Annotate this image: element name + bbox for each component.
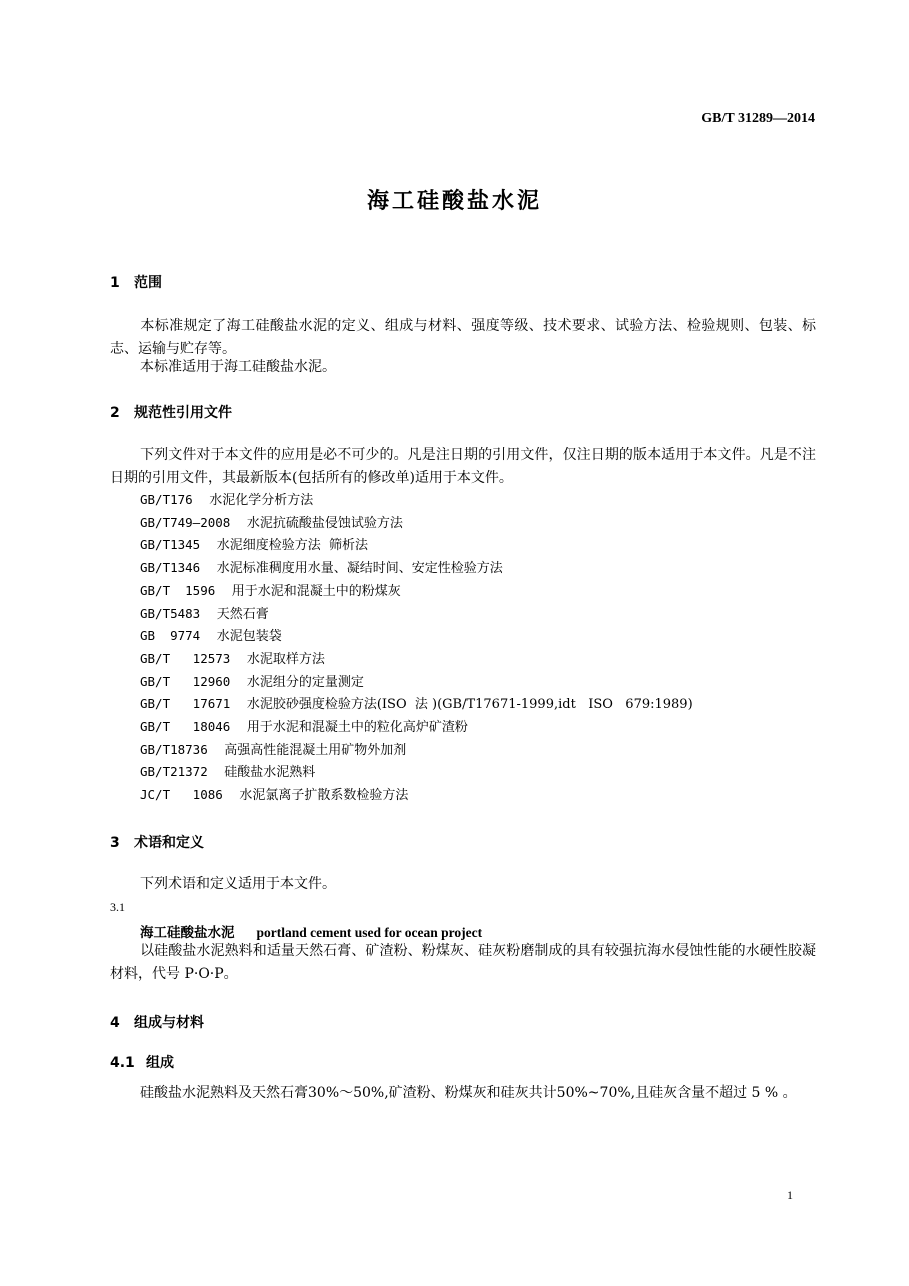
reference-title: 水泥细度检验方法 筛析法: [216, 538, 369, 554]
section-1-paragraph-2: [110, 356, 816, 379]
section-number: 2: [110, 405, 120, 421]
section-4-paragraph-1: [110, 1082, 816, 1105]
paragraph-text: 硅酸盐水泥熟料及天然石膏30%～50%,矿渣粉、粉煤灰和硅灰共计50%~70%,且硅灰含量不超过 5 % 。: [140, 1085, 797, 1101]
paragraph-text: 下列术语和定义适用于本文件。: [140, 876, 336, 892]
reference-code: GB 9774: [140, 628, 201, 644]
paragraph-text: 下列文件对于本文件的应用是必不可少的。凡是注日期的引用文件，仅注日期的版本适用于本文件。凡是不注日期的引用文件，其最新版本(包括所有的修改单)适用于本文件。: [110, 447, 816, 486]
subsection-number: 4.1: [110, 1055, 135, 1071]
paragraph-text: 本标准规定了海工硅酸盐水泥的定义、组成与材料、强度等级、技术要求、试验方法、检验规则、包装、标志、运输与贮存等。: [110, 318, 816, 357]
reference-title: 水泥包装袋: [216, 629, 282, 645]
page-number: 1: [787, 1188, 793, 1202]
reference-item: [140, 603, 269, 622]
reference-code: GB/T5483: [140, 605, 201, 621]
term-entry: [140, 921, 482, 941]
reference-title: 水泥胶砂强度检验方法(ISO 法 )(GB/T17671-1999,idt ISO 679:1989): [246, 697, 693, 713]
reference-item: [140, 693, 693, 712]
reference-title: 水泥氯离子扩散系数检验方法: [239, 788, 409, 804]
section-number: 4: [110, 1015, 120, 1031]
reference-code: GB/T 17671: [140, 696, 231, 712]
reference-code: GB/T 12960: [140, 673, 231, 689]
paragraph-text: 本标准适用于海工硅酸盐水泥。: [140, 359, 336, 375]
reference-item: [140, 512, 403, 531]
reference-code: GB/T 18046: [140, 719, 231, 734]
reference-title: 高强高性能混凝土用矿物外加剂: [224, 742, 407, 758]
reference-item: [140, 716, 468, 735]
reference-item: [140, 761, 315, 780]
section-title: 组成与材料: [134, 1015, 204, 1031]
reference-item: [140, 784, 408, 803]
reference-code: GB/T1346: [140, 560, 201, 576]
reference-item: [140, 557, 503, 576]
reference-item: [140, 739, 406, 758]
reference-item: [140, 534, 368, 553]
term-number: 3.1: [110, 900, 125, 914]
section-title: 范围: [134, 275, 162, 291]
reference-title: 水泥抗硫酸盐侵蚀试验方法: [246, 515, 403, 531]
section-3-heading: [110, 832, 204, 852]
section-2-paragraph-1: [110, 444, 816, 490]
reference-title: 水泥取样方法: [246, 651, 325, 667]
section-number: 3: [110, 835, 120, 851]
reference-code: JC/T 1086: [140, 787, 223, 803]
section-3-paragraph-1: [110, 873, 816, 896]
term-chinese: 海工硅酸盐水泥: [140, 925, 235, 941]
reference-item: [140, 648, 325, 667]
reference-item: [140, 625, 282, 644]
reference-code: GB/T18736: [140, 741, 208, 757]
reference-item: [140, 489, 313, 508]
section-title: 术语和定义: [134, 835, 204, 851]
reference-title: 水泥组分的定量测定: [246, 674, 364, 690]
section-number: 1: [110, 275, 120, 291]
reference-code: GB/T1345: [140, 537, 201, 553]
reference-code: GB/T749—2008: [140, 514, 231, 530]
subsection-4-1-heading: [110, 1052, 174, 1072]
reference-title: 水泥化学分析方法: [209, 493, 314, 508]
subsection-title: 组成: [146, 1055, 174, 1071]
reference-title: 用于水泥和混凝土中的粒化高炉矿渣粉: [246, 720, 468, 735]
reference-title: 硅酸盐水泥熟料: [224, 765, 316, 781]
reference-title: 用于水泥和混凝土中的粉煤灰: [231, 583, 401, 599]
reference-code: GB/T 12573: [140, 650, 231, 666]
reference-title: 水泥标准稠度用水量、凝结时间、安定性检验方法: [216, 561, 503, 577]
term-english: portland cement used for ocean project: [256, 925, 483, 940]
paragraph-text: 以硅酸盐水泥熟料和适量天然石膏、矿渣粉、粉煤灰、硅灰粉磨制成的具有较强抗海水侵蚀性能的水硬性胶凝材料，代号 P·O·P。: [110, 943, 816, 982]
section-2-heading: [110, 402, 232, 422]
reference-item: [140, 671, 364, 690]
reference-code: GB/T21372: [140, 764, 208, 780]
section-1-heading: [110, 272, 162, 292]
section-4-heading: [110, 1012, 204, 1032]
reference-code: GB/T 1596: [140, 582, 216, 598]
reference-code: GB/T176: [140, 492, 193, 507]
reference-item: [140, 580, 401, 599]
document-title: 海工硅酸盐水泥: [366, 189, 542, 214]
section-1-paragraph-1: [110, 315, 816, 361]
reference-title: 天然石膏: [216, 606, 269, 622]
section-title: 规范性引用文件: [134, 405, 232, 421]
standard-code: GB/T 31289—2014: [701, 111, 815, 126]
term-definition: [110, 940, 816, 986]
